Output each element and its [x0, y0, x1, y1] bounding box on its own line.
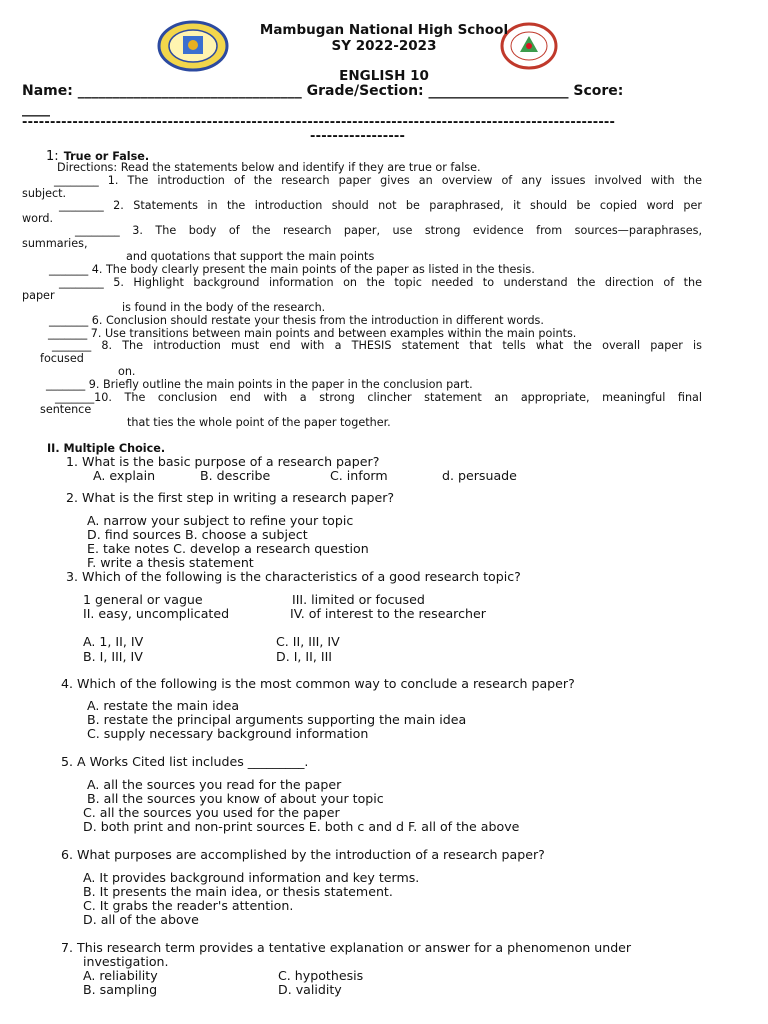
tf-item-3: ________ 3. The body of the research paper, use strong evidence from sources—paraphrases, — [75, 224, 702, 237]
mc-q2-opt-4: F. write a thesis statement — [87, 555, 254, 570]
mc-q2-opt-1: A. narrow your subject to refine your topic — [87, 513, 354, 528]
tf-item-4: _______ 4. The body clearly present the main points of the paper as listed in the thesis. — [49, 263, 535, 276]
tf-item-8-cont2: on. — [118, 365, 136, 378]
mc-q7-opt-b: B. sampling — [83, 982, 158, 997]
mc-q3-opt-c: C. II, III, IV — [276, 634, 340, 649]
tf-item-10-cont2: that ties the whole point of the paper together. — [127, 416, 391, 429]
subject-title: ENGLISH 10 — [339, 68, 429, 84]
mc-q7: 7. This research term provides a tentative explanation or answer for a phenomenon under — [61, 940, 632, 955]
part1-number: 1: — [46, 149, 59, 164]
mc-q4-opt-c: C. supply necessary background information — [87, 726, 369, 741]
mc-q7-cont: investigation. — [83, 954, 169, 969]
mc-q1: 1. What is the basic purpose of a research paper? — [66, 454, 380, 469]
mc-q2-opt-3: E. take notes C. develop a research question — [87, 541, 369, 556]
mc-q5-opt-d: D. both print and non-print sources E. both c and d F. all of the above — [83, 819, 520, 834]
tf-item-7: _______ 7. Use transitions between main points and between examples within the main points. — [48, 327, 577, 340]
divider: ---------------------------------------------------------------------------------------------------------- — [22, 115, 616, 130]
mc-q1-opt-d: d. persuade — [442, 468, 517, 483]
mc-q5-opt-b: B. all the sources you know of about your topic — [87, 791, 384, 806]
tf-item-8: _______ 8. The introduction must end with a THESIS statement that tells what the overall paper is — [52, 339, 702, 352]
tf-item-10: _______10. The conclusion end with a strong clincher statement an appropriate, meaningful final — [55, 391, 702, 404]
tf-item-5: ________ 5. Highlight background information on the topic needed to understand the direction of the — [59, 276, 702, 289]
mc-q1-opt-c: C. inform — [330, 468, 388, 483]
tf-item-2: ________ 2. Statements in the introduction should not be paraphrased, it should be copied word per — [59, 199, 702, 212]
name-blank[interactable]: ________________________________ — [77, 83, 302, 99]
tf-item-1: ________ 1. The introduction of the research paper gives an overview of any issues involved with the — [54, 174, 702, 187]
score-blank[interactable]: ____ — [22, 101, 50, 117]
mc-q3-opt-d: D. I, II, III — [276, 649, 333, 664]
part1-directions: Directions: Read the statements below and identify if they are true or false. — [57, 161, 481, 174]
grade-blank[interactable]: ____________________ — [428, 83, 569, 99]
name-row — [22, 83, 623, 99]
mc-q2-opt-2: D. find sources B. choose a subject — [87, 527, 308, 542]
mc-q7-opt-a: A. reliability — [83, 968, 158, 983]
mc-q2: 2. What is the first step in writing a research paper? — [66, 490, 395, 505]
school-name: Mambugan National High School — [259, 22, 509, 38]
mc-q3-stmt-3: III. limited or focused — [292, 592, 425, 607]
mc-q3-opt-b: B. I, III, IV — [83, 649, 143, 664]
tf-item-2-cont: word. — [22, 212, 54, 225]
tf-item-5-cont2: is found in the body of the research. — [122, 301, 326, 314]
mc-q3-stmt-4: IV. of interest to the researcher — [290, 606, 486, 621]
mc-q1-opt-a: A. explain — [93, 468, 156, 483]
mc-q3: 3. Which of the following is the characteristics of a good research topic? — [66, 569, 521, 584]
mc-q6-opt-a: A. It provides background information and key terms. — [83, 870, 420, 885]
tf-item-9: _______ 9. Briefly outline the main points in the paper in the conclusion part. — [46, 378, 473, 391]
tf-item-10-cont: sentence — [40, 403, 92, 416]
tf-item-5-cont: paper — [22, 289, 55, 302]
name-label: Name: — [22, 83, 73, 99]
mc-q6-opt-b: B. It presents the main idea, or thesis statement. — [83, 884, 393, 899]
tf-item-8-cont: focused — [40, 352, 84, 365]
part1-title: True or False. — [63, 150, 150, 163]
tf-item-3-cont2: and quotations that support the main points — [126, 250, 375, 263]
mc-q1-opt-b: B. describe — [200, 468, 271, 483]
tf-item-6: _______ 6. Conclusion should restate your thesis from the introduction in different words. — [49, 314, 544, 327]
mc-q3-stmt-2: II. easy, uncomplicated — [83, 606, 230, 621]
mc-q7-opt-d: D. validity — [278, 982, 342, 997]
school-year: SY 2022-2023 — [331, 38, 437, 54]
mc-q6-opt-c: C. It grabs the reader's attention. — [83, 898, 294, 913]
mc-q3-opt-a: A. 1, II, IV — [83, 634, 144, 649]
mc-q4-opt-b: B. restate the principal arguments supporting the main idea — [87, 712, 467, 727]
mc-q6-opt-d: D. all of the above — [83, 912, 199, 927]
part2-title: II. Multiple Choice. — [47, 442, 166, 455]
divider-continued: ----------------- — [310, 129, 406, 144]
mc-q3-stmt-1: 1 general or vague — [83, 592, 203, 607]
mc-q4: 4. Which of the following is the most common way to conclude a research paper? — [61, 676, 575, 691]
grade-label: Grade/Section: — [306, 83, 424, 99]
tf-item-3-cont: summaries, — [22, 237, 88, 250]
mc-q4-opt-a: A. restate the main idea — [87, 698, 240, 713]
mc-q5-opt-c: C. all the sources you used for the paper — [83, 805, 340, 820]
tf-item-1-cont: subject. — [22, 187, 67, 200]
mc-q5: 5. A Works Cited list includes _________. — [61, 754, 309, 769]
mc-q6: 6. What purposes are accomplished by the introduction of a research paper? — [61, 847, 545, 862]
mc-q7-opt-c: C. hypothesis — [278, 968, 364, 983]
score-label: Score: — [573, 83, 624, 99]
mc-q5-opt-a: A. all the sources you read for the paper — [87, 777, 342, 792]
